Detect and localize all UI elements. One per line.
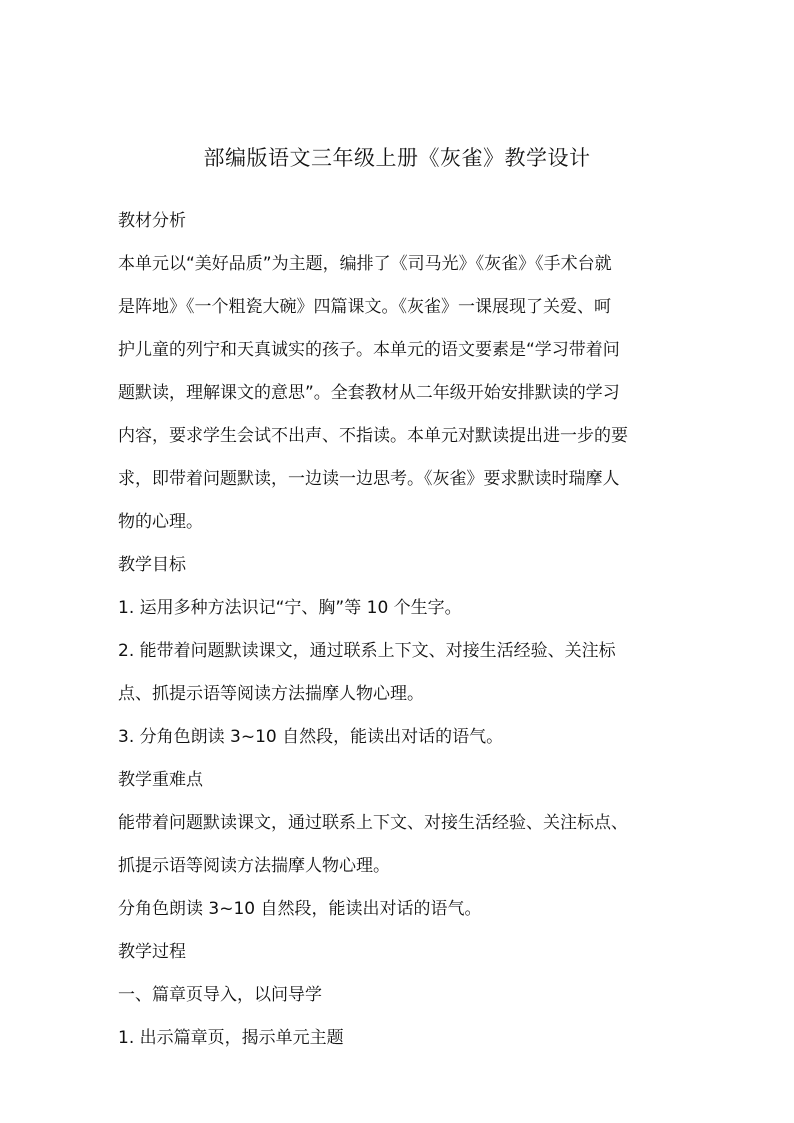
paragraph-line: 内容，要求学生会试不出声、不指读。本单元对默读提出进一步的要 (118, 426, 628, 446)
paragraph-line: 是阵地》《一个粗瓷大碗》四篇课文。《灰雀》一课展现了关爱、呵 (118, 297, 611, 317)
list-item: 2. 能带着问题默读课文，通过联系上下文、对接生活经验、关注标 (118, 641, 616, 661)
list-item: 1. 出示篇章页，揭示单元主题 (118, 1028, 344, 1048)
paragraph-line: 物的心理。 (118, 512, 203, 532)
section-heading-key-points: 教学重难点 (118, 770, 203, 790)
section-heading-teaching-process: 教学过程 (118, 942, 186, 962)
paragraph-line: 护儿童的列宁和天真诚实的孩子。本单元的语文要素是“学习带着问 (118, 340, 620, 360)
paragraph-line: 能带着问题默读课文，通过联系上下文、对接生活经验、关注标点、 (118, 813, 628, 833)
paragraph-line: 题默读，理解课文的意思”。全套教材从二年级开始安排默读的学习 (118, 383, 620, 403)
section-heading-textbook-analysis: 教材分析 (118, 211, 186, 231)
subsection-heading: 一、篇章页导入，以问导学 (118, 985, 322, 1005)
paragraph-line: 求，即带着问题默读，一边读一边思考。《灰雀》要求默读时瑞摩人 (118, 469, 620, 489)
list-item: 1. 运用多种方法识记“宁、胸”等 10 个生字。 (118, 598, 462, 618)
list-item: 3. 分角色朗读 3~10 自然段，能读出对话的语气。 (118, 727, 504, 747)
paragraph-line: 分角色朗读 3~10 自然段，能读出对话的语气。 (118, 899, 482, 919)
paragraph-line: 本单元以“美好品质”为主题，编排了《司马光》《灰雀》《手术台就 (118, 254, 612, 274)
document-title: 部编版语文三年级上册《灰雀》教学设计 (203, 146, 591, 170)
paragraph-line: 抓提示语等阅读方法揣摩人物心理。 (118, 856, 390, 876)
section-heading-teaching-goals: 教学目标 (118, 555, 186, 575)
list-item-continuation: 点、抓提示语等阅读方法揣摩人物心理。 (118, 684, 424, 704)
